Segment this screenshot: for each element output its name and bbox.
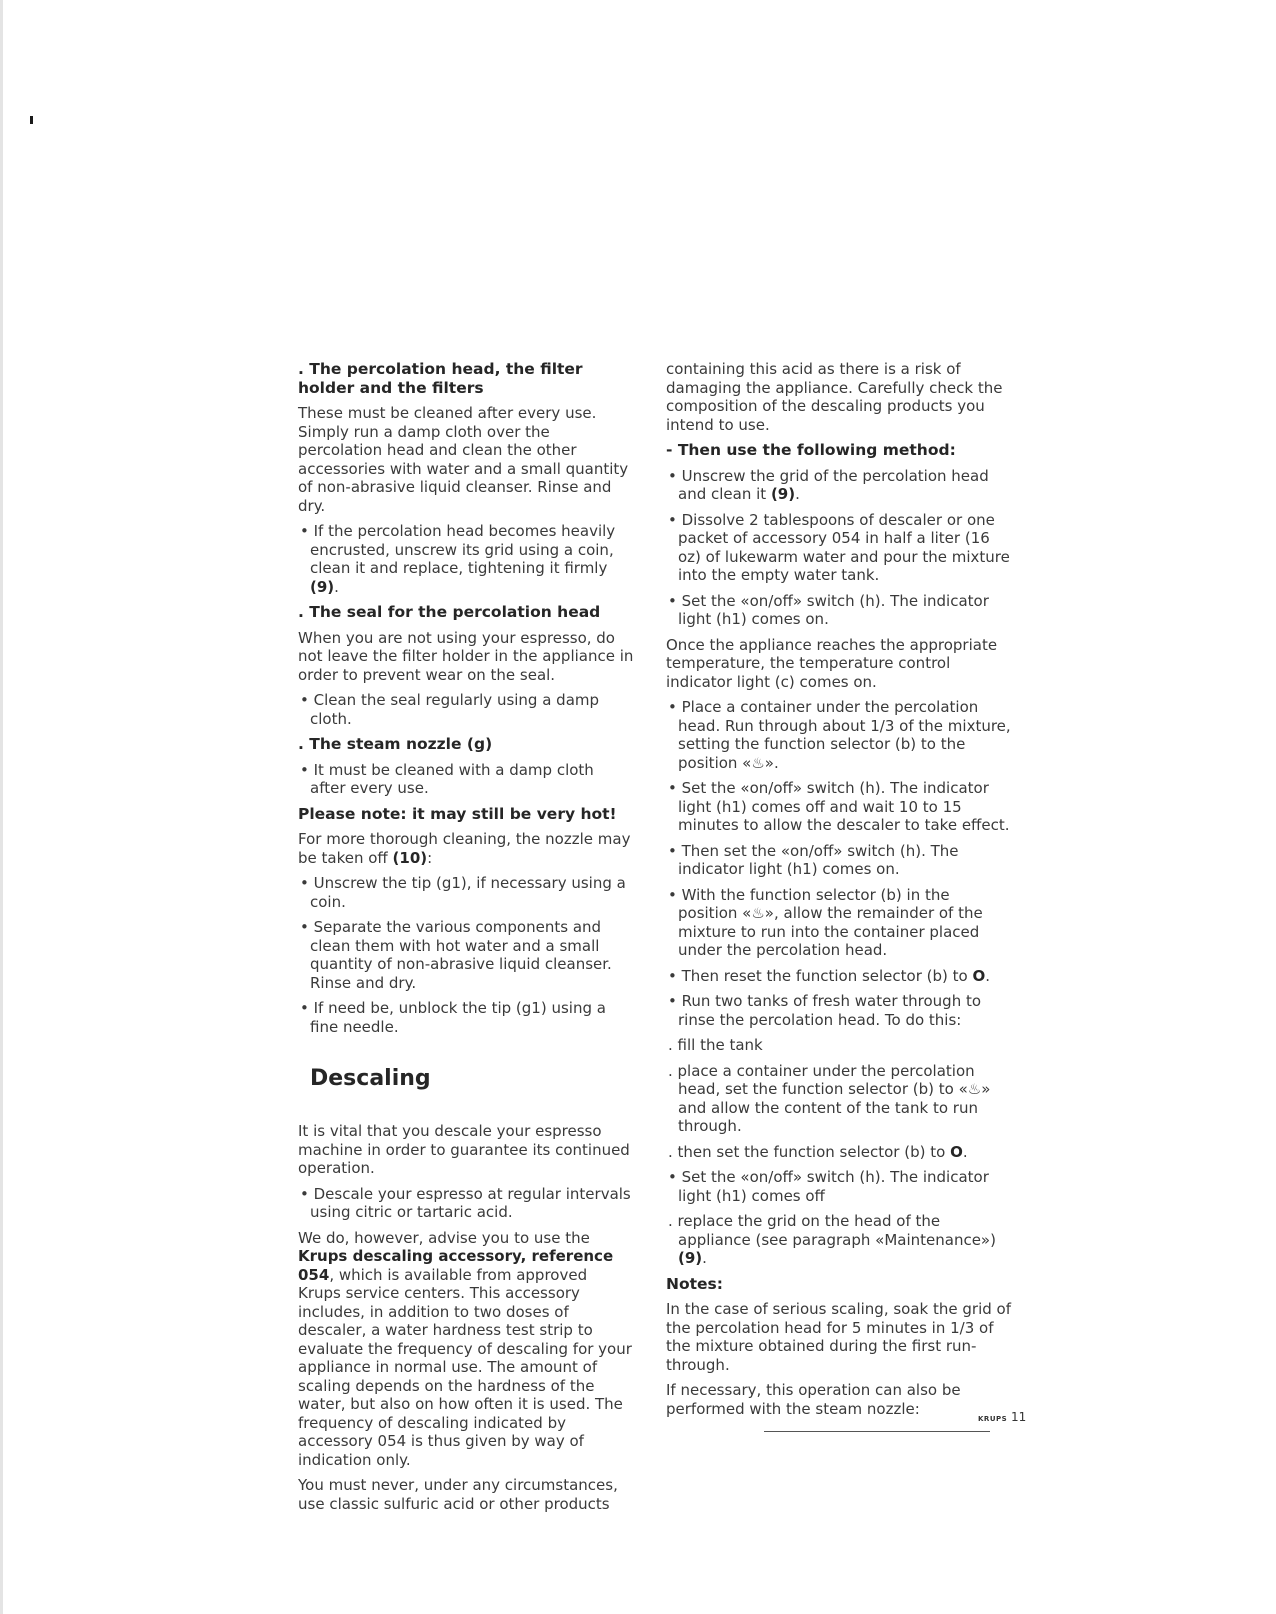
sub-step: . replace the grid on the head of the appliance (see paragraph «Maintenance») (9). — [668, 1212, 996, 1267]
bullet: • If need be, unblock the tip (g1) using a fine needle. — [300, 999, 606, 1036]
bullet: • Descale your espresso at regular intervals using citric or tartaric acid. — [300, 1184, 631, 1221]
paragraph: You must never, under any circumstances, use classic sulfuric acid or other products — [298, 1476, 618, 1513]
bullet: • Unscrew the grid of the percolation head and clean it (9). — [668, 466, 989, 503]
paragraph: If necessary, this operation can also be performed with the steam nozzle: — [666, 1381, 961, 1418]
bullet: • Then reset the function selector (b) to O. — [668, 966, 991, 985]
bullet: • It must be cleaned with a damp cloth after every use. — [300, 760, 594, 797]
left-column — [298, 360, 634, 1520]
paragraph: In the case of serious scaling, soak the grid of the percolation head for 5 minutes in 1/3 of the mixture obtained during the first run-through. — [666, 1300, 1011, 1374]
sub-step: . place a container under the percolation head, set the function selector (b) to «♨» and allow the content of the tank to run through. — [668, 1061, 991, 1135]
bullet: • If the percolation head becomes heavily encrusted, unscrew its grid using a coin, clean it and replace, tightening it firmly (9). — [300, 522, 616, 596]
page-number: 11 — [1011, 1410, 1027, 1424]
sub-step: . fill the tank — [668, 1036, 763, 1054]
bullet: • Then set the «on/off» switch (h). The indicator light (h1) comes on. — [668, 841, 959, 878]
bullet: • Set the «on/off» switch (h). The indicator light (h1) comes off and wait 10 to 15 minutes to allow the descaler to take effect. — [668, 779, 1010, 834]
heading-percolation-head: . The percolation head, the filter holder and the filters — [298, 360, 583, 397]
heading-seal: . The seal for the percolation head — [298, 603, 601, 621]
bullet: • With the function selector (b) in the position «♨», allow the remainder of the mixture to run into the container placed under the percolation head. — [668, 885, 983, 959]
paragraph: It is vital that you descale your espresso machine in order to guarantee its continued operation. — [298, 1122, 630, 1177]
notes-heading: Notes: — [666, 1274, 723, 1293]
bullet: • Set the «on/off» switch (h). The indicator light (h1) comes off — [668, 1168, 989, 1205]
brand-name: KRUPS — [978, 1415, 1008, 1423]
footer-rule — [764, 1431, 990, 1432]
paragraph: These must be cleaned after every use. Simply run a damp cloth over the percolation head and clean the other accessories with water and a small quantity of non-abrasive liquid cleanser. Rinse and dry. — [298, 404, 629, 515]
heading-method: - Then use the following method: — [666, 441, 956, 459]
scan-edge — [0, 0, 3, 1614]
page-footer — [978, 1410, 1026, 1424]
scan-speck — [30, 116, 33, 124]
paragraph: We do, however, advise you to use the Krups descaling accessory, reference 054, which is available from approved Krups service centers. This accessory includes, in addition to two doses of descaler, a water hardness test strip to evaluate the frequency of descaling for your appliance in normal use. The amount of scaling depends on the hardness of the water, but also on how often it is used. The frequency of descaling indicated by accessory 054 is thus given by way of indication only. — [298, 1228, 632, 1469]
bullet: • Unscrew the tip (g1), if necessary using a coin. — [300, 874, 626, 911]
paragraph: containing this acid as there is a risk of damaging the appliance. Carefully check the composition of the descaling products you intend to use. — [666, 360, 1003, 434]
bullet: • Separate the various components and clean them with hot water and a small quantity of non-abrasive liquid cleanser. Rinse and dry. — [300, 918, 612, 992]
bullet: • Run two tanks of fresh water through to rinse the percolation head. To do this: — [668, 992, 982, 1029]
bullet: • Dissolve 2 tablespoons of descaler or one packet of accessory 054 in half a liter (16 oz) of lukewarm water and pour the mixture into the empty water tank. — [668, 510, 1010, 584]
warning-note: Please note: it may still be very hot! — [298, 804, 617, 823]
section-title-descaling: Descaling — [310, 1066, 431, 1091]
paragraph: For more thorough cleaning, the nozzle may be taken off (10): — [298, 830, 631, 867]
bullet: • Clean the seal regularly using a damp cloth. — [300, 691, 600, 728]
sub-step: . then set the function selector (b) to O. — [668, 1142, 968, 1161]
right-column — [666, 360, 1011, 1425]
bullet: • Set the «on/off» switch (h). The indicator light (h1) comes on. — [668, 591, 989, 628]
paragraph: Once the appliance reaches the appropriate temperature, the temperature control indicator light (c) comes on. — [666, 635, 998, 691]
heading-steam-nozzle: . The steam nozzle (g) — [298, 735, 493, 753]
bullet: • Place a container under the percolation head. Run through about 1/3 of the mixture, setting the function selector (b) to the position «♨». — [668, 698, 1011, 772]
paragraph: When you are not using your espresso, do not leave the filter holder in the appliance in order to prevent wear on the seal. — [298, 628, 634, 684]
